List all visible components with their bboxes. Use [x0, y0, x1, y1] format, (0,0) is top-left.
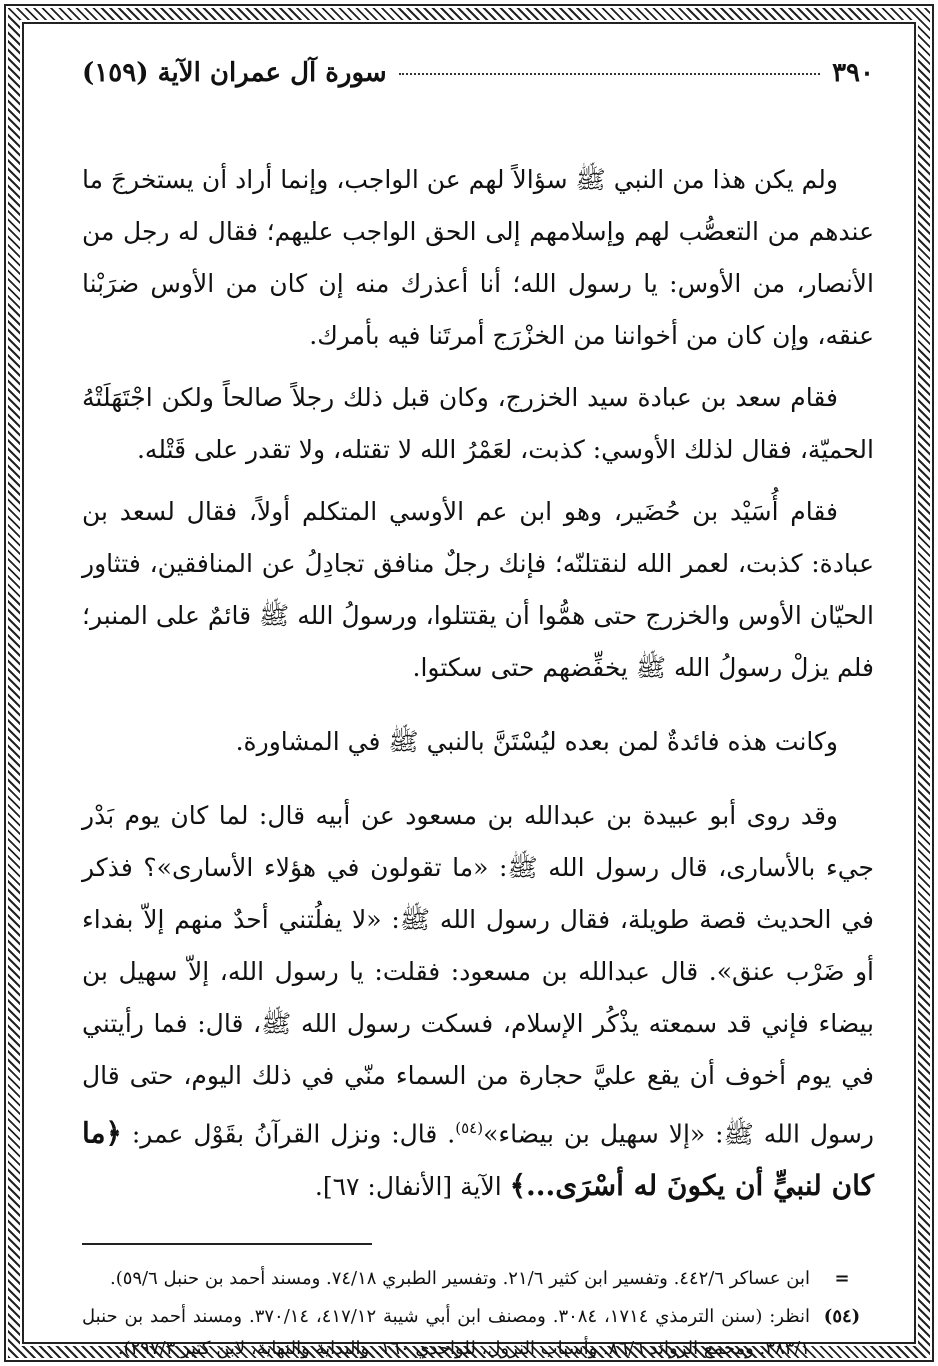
running-title: سورة آل عمران الآية (١٥٩) [82, 58, 387, 88]
dotted-leader [399, 73, 820, 75]
paragraph-4: وكانت هذه فائدةٌ لمن بعده ليُسْتَنَّ بالنبي ﷺ في المشاورة. [235, 727, 838, 756]
paragraph-2: فقام سعد بن عبادة سيد الخزرج، وكان قبل ذلك رجلاً صالحاً ولكن اجْتَهَلَتْهُ الحميّة، فقال لذلك الأوسي: كذبت، لعَمْرُ الله لا تقتله، ولا تقدر على قَتْله. [82, 383, 874, 464]
paragraph-1: ولم يكن هذا من النبي ﷺ سؤالاً لهم عن الواجب، وإنما أراد أن يستخرجَ ما عندهم من التعصُّب لهم وإسلامهم إلى الحق الواجب عليهم؛ فقال له رجل من الأنصار، من الأوس: يا رسول الله؛ أنا أعذرك منه إن كان من الأوس ضرَبْنا عنقه، وإن كان من أخواننا من الخزْرَج أمرتَنا فيه بأمرك. [82, 165, 874, 350]
page-content [82, 58, 874, 1360]
page-number: ٣٩٠ [832, 58, 874, 88]
footnote-54 [82, 1301, 874, 1365]
footnote-text: ابن عساكر ٤٤٢/٦. وتفسير ابن كثير ٢١/٦. وتفسير الطبري ٧٤/١٨. ومسند أحمد بن حنبل ٥٩/٦). [109, 1268, 810, 1290]
running-header [82, 58, 874, 102]
footnote-text: انظر: (سنن الترمذي ١٧١٤، ٣٠٨٤. ومصنف ابن أبي شيبة ٤١٧/١٢، ٣٧٠/١٤. ومسند أحمد بن حنبل ٣٨٣/١. ومجمع الزوائد ٨٦/٦. وأسباب النزول، للواحدي ١٦٠. والبداية والنهاية، لابن كثير ٢٩٧/٣). [82, 1306, 811, 1360]
quran-verse: ﴿ما كان لنبيٍّ أن يكونَ له أسْرَى...﴾ [82, 1116, 874, 1203]
footnote-separator [82, 1243, 372, 1245]
paragraph-5-text: وقد روى أبو عبيدة بن عبدالله بن مسعود عن أبيه قال: لما كان يوم بَدْر جيء بالأسارى، قال رسول الله ﷺ: «ما تقولون في هؤلاء الأسارى»؟ فذكر في الحديث قصة طويلة، فقال رسول الله ﷺ: «لا يفلُتني أحدٌ منهم إلاّ بفداء أو ضَرْب عنق». قال عبدالله بن مسعود: فقلت: يا رسول الله، إلاّ سهيل بن بيضاء فإني قد سمعته يذْكُر الإسلام، فسكت رسول الله ﷺ، قال: فما رأيتني في يوم أخوف أن يقع عليَّ حجارة من السماء منّي في ذلك اليوم، حتى قال رسول الله ﷺ: «إلا سهيل بن بيضاء» [82, 801, 874, 1149]
footnotes [82, 1263, 874, 1365]
footnote-continued [82, 1263, 874, 1295]
footnote-reference: (٥٤) [455, 1119, 484, 1137]
paragraph-5-continuation: . قال: ونزل القرآنُ بقَوْل عمر: [121, 1119, 456, 1149]
main-text [82, 154, 874, 1213]
paragraph-3: فقام أُسَيْد بن حُضَير، وهو ابن عم الأوسي المتكلم أولاً، فقال لسعد بن عبادة: كذبت، لعمر الله لنقتلنّه؛ فإنك رجلٌ منافق تجادِلُ عن المنافقين، فتثاور الحيّان الأوس والخزرج حتى همُّوا أن يقتتلوا، ورسولُ الله ﷺ قائمٌ على المنبر؛ فلم يزلْ رسولُ الله ﷺ يخفِّضهم حتى سكتوا. [82, 497, 874, 682]
footnote-marker: = [834, 1268, 850, 1290]
paragraph-5 [82, 790, 874, 1213]
footnote-marker: (٥٤) [823, 1306, 861, 1328]
paragraph-5-ending: الآية [الأنفال: ٦٧]. [314, 1172, 510, 1202]
